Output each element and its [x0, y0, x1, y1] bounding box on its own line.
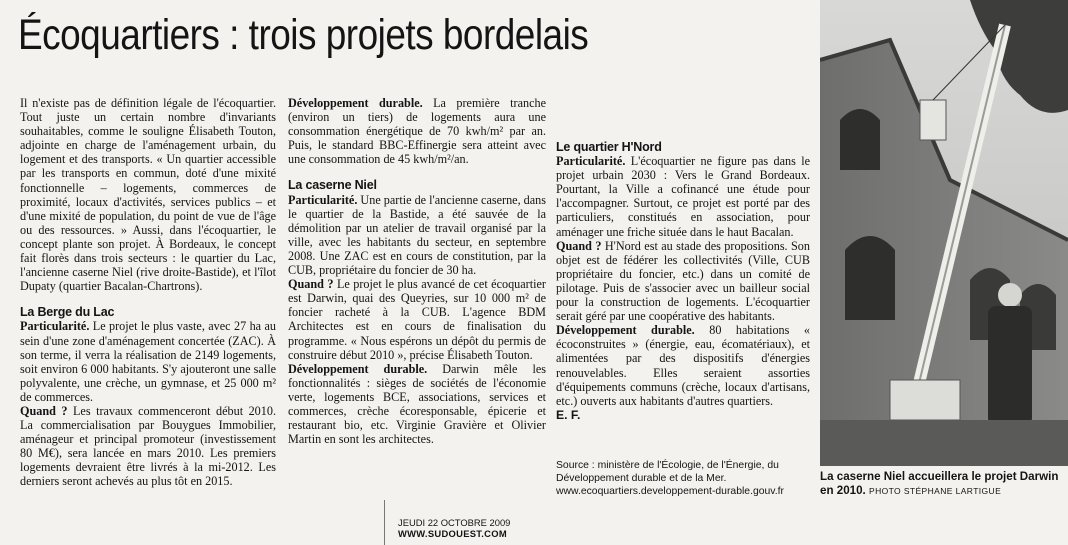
caption-text: La caserne Niel accueillera le projet Darwin en 2010.	[820, 470, 1059, 497]
photo-crane-building-illustration	[820, 0, 1068, 466]
author-signature: E. F.	[556, 407, 581, 422]
page-footer	[398, 518, 510, 539]
column-2	[288, 96, 546, 446]
photo-credit: PHOTO STÉPHANE LARTIGUE	[869, 486, 1002, 496]
photo-caption	[820, 470, 1066, 498]
lac-quand: Quand ? Les travaux commenceront début 2010. La commercialisation par Bouygues Immobilier, aménageur et principal promoteur (investissement 80 M€), sera lancée en mars 2010. Les premiers logements devraient être livrés à la mi-2012. Les derniers seront achevés au plus tôt en 2015.	[20, 403, 276, 489]
lac-particularite: Particularité. Le projet le plus vaste, avec 27 ha au sein d'une zone d'aménagement concertée (ZAC). À son terme, il verra la réalisation de 2149 logements, soit environ 6 000 habitants. S'y ajouteront une salle polyvalente, une crèche, un gymnase, et 25 000 m² de commerces.	[20, 319, 276, 404]
niel-dev-durable: Développement durable. Darwin mêle les fonctionnalités : sièges de sociétés de l'économie verte, logements BCE, associations, services et commerces, crèche écoresponsable, épicerie et restaurant bio, etc. Virginie Gravière et Olivier Martin en sont les architectes.	[288, 361, 546, 447]
heading-caserne-niel: La caserne Niel	[288, 178, 377, 193]
hnord-quand: Quand ? H'Nord est au stade des propositions. Son objet est de fédérer les collectivités (Ville, CUB propriétaire du foncier, etc.) dans un comité de pilotage. Puis de s'associer avec un bailleur social pour la construction de logements. L'écoquartier serait géré par une coopérative des habitants.	[556, 238, 810, 324]
footer-date: JEUDI 22 OCTOBRE 2009	[398, 517, 511, 528]
article-photo	[820, 0, 1068, 466]
heading-berge-du-lac: La Berge du Lac	[20, 305, 115, 320]
niel-quand: Quand ? Le projet le plus avancé de cet écoquartier est Darwin, quai des Queyries, sur 10 000 m² de foncier racheté à la CUB. L'agence BDM Architectes est en cours de finalisation du programme. « Nous espérons un dépôt du permis de construire début 2010 », précise Élisabeth Touton.	[288, 277, 546, 362]
heading-quartier-hnord: Le quartier H'Nord	[556, 140, 662, 154]
column-3	[556, 96, 810, 422]
hnord-dev-durable: Développement durable. 80 habitations « écoconstruites » (énergie, eau, écomatériaux), et alimentées par des dispositifs d'énergies renouvelables. Elles seraient assorties d'équipements communs (crèche, locaux d'artisans, etc.) ouverts aux habitants d'autres quartiers.	[556, 323, 810, 408]
column-1	[20, 96, 276, 489]
intro-paragraph: Il n'existe pas de définition légale de l'écoquartier. Tout juste un certain nombre d'invariants souhaitables, comme le souligne Élisabeth Touton, adjointe en charge de l'aménagement urbain, du logement et des transports. « Un quartier accessible par les transports en commun, doté d'une mixité fonctionnelle – logements, commerces de proximité, locaux d'activités, services publics – et d'une mixité de population, du point de vue de l'âge ou des ressources. » Aussi, dans l'écoquartier, le concept plante son projet. À Bordeaux, le concept fait florès dans trois secteurs : le quartier du Lac, l'ancienne caserne Niel (rive droite-Bastide), et l'îlot Dupaty (quartier Bacalan-Chartrons).	[20, 96, 276, 294]
lac-dev-durable: Développement durable. La première tranche (environ un tiers) de logements aura une consommation énergétique de 70 kwh/m² par an. Puis, le standard BBC-Effinergie sera atteint avec une consommation de 45 kwh/m²/an.	[288, 96, 546, 167]
footer-url: WWW.SUDOUEST.COM	[398, 527, 507, 539]
hnord-particularite: Particularité. L'écoquartier ne figure pas dans le projet urbain 2030 : Vers le Grand Bordeaux. Pourtant, la Ville a cofinancé une étude pour l'accompagner. Surtout, ce projet est porté par des particuliers, constitués en association, pour aménager une friche située dans le haut Bacalan.	[556, 154, 810, 239]
article-title: Écoquartiers : trois projets bordelais	[18, 11, 589, 59]
source-note: Source : ministère de l'Écologie, de l'Énergie, du Développement durable et de la Mer. www.ecoquartiers.developpement-durable.gouv.fr	[556, 460, 784, 497]
fold-line	[384, 500, 385, 545]
niel-particularite: Particularité. Une partie de l'ancienne caserne, dans le quartier de la Bastide, a été sauvée de la démolition par un atelier de travail organisé par la ville, avec les habitants du secteur, en septembre 2008. Une ZAC est en cours de constitution, par la CUB, propriétaire du foncier de 30 ha.	[288, 192, 547, 278]
